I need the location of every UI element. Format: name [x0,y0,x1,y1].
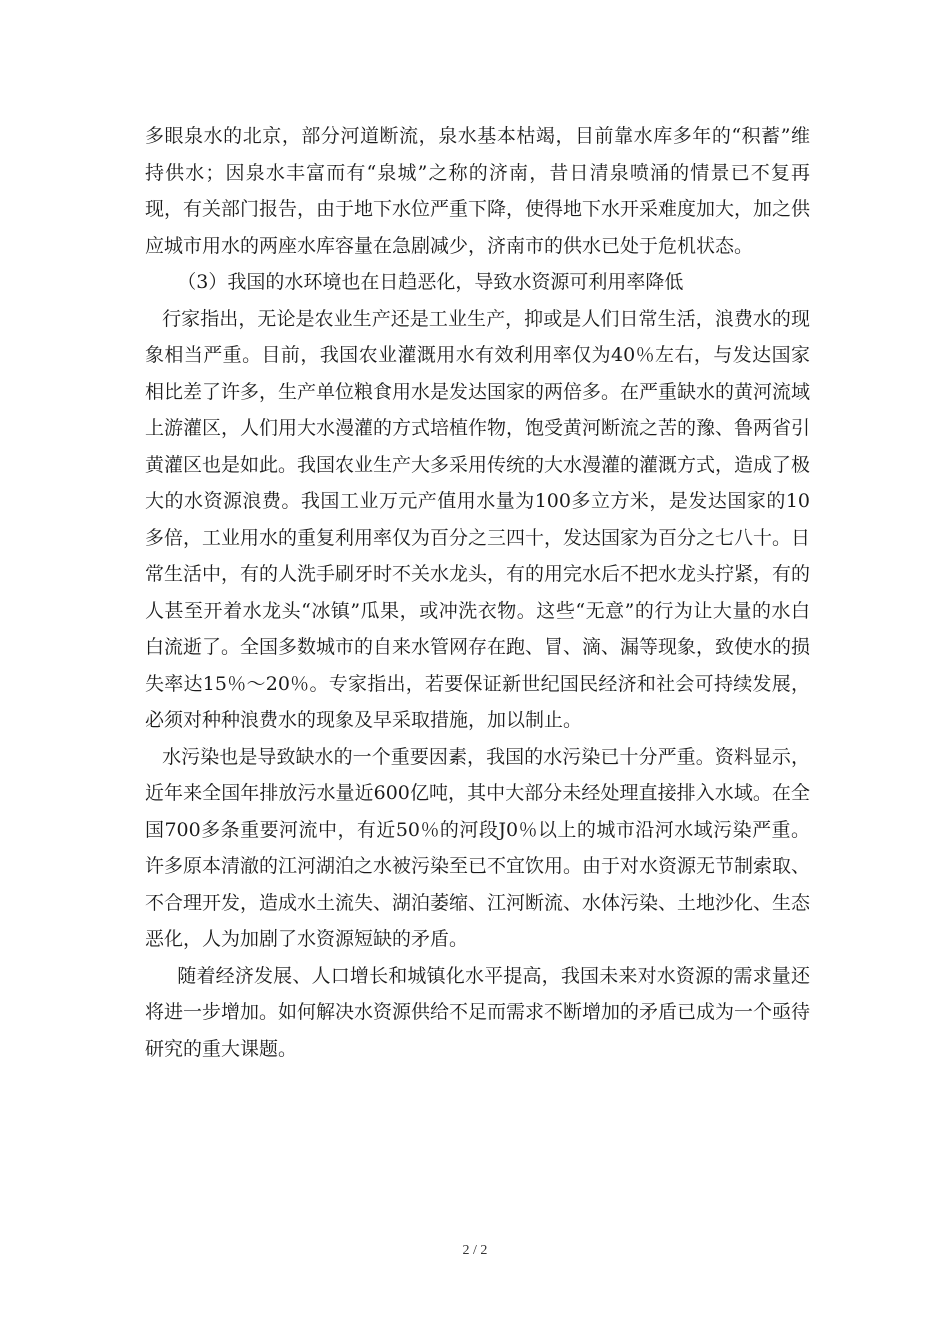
paragraph-water-pollution: 水污染也是导致缺水的一个重要因素，我国的水污染已十分严重。资料显示，近年来全国年排放污水量近600亿吨，其中大部分未经处理直接排入水域。在全国700多条重要河流中，有近50％的河段J0％以上的城市沿河水域污染严重。许多原本清澈的江河湖泊之水被污染至已不宜饮用。由于对水资源无节制索取、不合理开发，造成水土流失、湖泊萎缩、江河断流、水体污染、土地沙化、生态恶化，人为加剧了水资源短缺的矛盾。 [145,745,811,950]
document-body [145,118,810,1067]
paragraph-conclusion: 随着经济发展、人口增长和城镇化水平提高，我国未来对水资源的需求量还将进一步增加。如何解决水资源供给不足而需求不断增加的矛盾已成为一个亟待研究的重大课题。 [145,964,811,1060]
section-heading-water-environment: （3）我国的水环境也在日趋恶化，导致水资源可利用率降低 [177,271,684,293]
paragraph-beijing-jinan: 多眼泉水的北京，部分河道断流，泉水基本枯竭，目前靠水库多年的“积蓄”维持供水；因泉水丰富而有“泉城”之称的济南，昔日清泉喷涌的情景已不复再现，有关部门报告，由于地下水位严重下降，使得地下水开采难度加大，加之供应城市用水的两座水库容量在急剧减少，济南市的供水已处于危机状态。 [145,125,811,257]
page-number: 2 / 2 [462,1243,488,1258]
paragraph-water-waste: 行家指出，无论是农业生产还是工业生产，抑或是人们日常生活，浪费水的现象相当严重。目前，我国农业灌溉用水有效利用率仅为40％左右，与发达国家相比差了许多，生产单位粮食用水是发达国家的两倍多。在严重缺水的黄河流域上游灌区，人们用大水漫灌的方式培植作物，饱受黄河断流之苦的豫、鲁两省引黄灌区也是如此。我国农业生产大多采用传统的大水漫灌的灌溉方式，造成了极大的水资源浪费。我国工业万元产值用水量为100多立方米，是发达国家的10多倍，工业用水的重复利用率仅为百分之三四十，发达国家为百分之七八十。日常生活中，有的人洗手刷牙时不关水龙头，有的用完水后不把水龙头拧紧，有的人甚至开着水龙头“冰镇”瓜果，或冲洗衣物。这些“无意”的行为让大量的水白白流逝了。全国多数城市的自来水管网存在跑、冒、滴、漏等现象，致使水的损失率达15％～20％。专家指出，若要保证新世纪国民经济和社会可持续发展，必须对种种浪费水的现象及早采取措施，加以制止。 [145,307,811,731]
